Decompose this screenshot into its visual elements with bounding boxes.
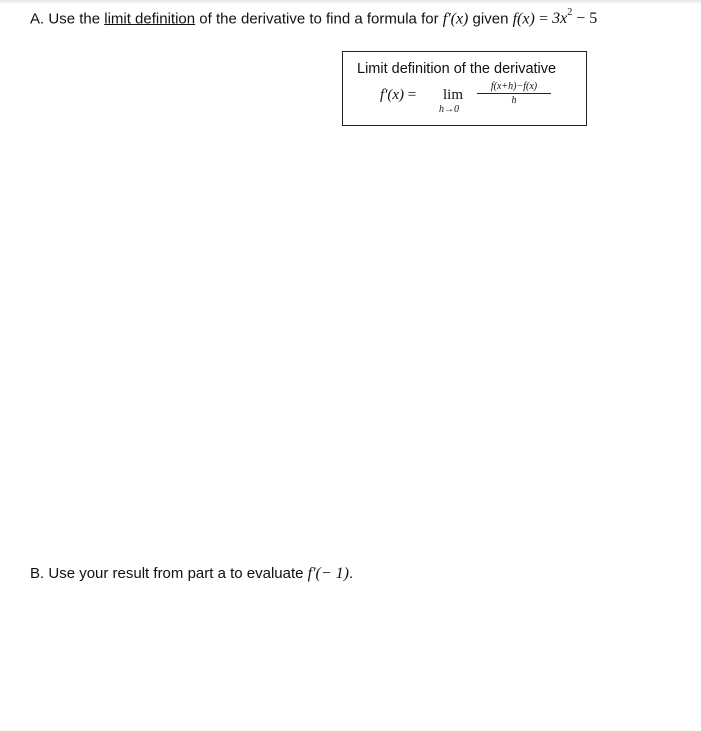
question-a-label: A. xyxy=(30,10,45,28)
question-a-given: given xyxy=(472,10,509,28)
f-prime-symbol: f'(x) xyxy=(442,10,469,28)
question-b xyxy=(30,565,353,583)
question-b-period: . xyxy=(348,565,354,582)
fraction-numerator: f(x+h)−f(x) xyxy=(477,81,551,94)
function-constant: − 5 xyxy=(576,10,598,28)
equals-sign: = xyxy=(538,10,548,28)
formula-f-prime: f'(x) xyxy=(380,87,405,103)
function-name: f(x) xyxy=(512,10,535,28)
formula-equals: = xyxy=(407,87,417,103)
function-exponent: 2 xyxy=(567,7,573,18)
formula-lhs xyxy=(380,87,416,104)
limit-operator: lim xyxy=(443,87,464,103)
question-a xyxy=(30,9,597,28)
box-title: Limit definition of the derivative xyxy=(357,61,557,77)
question-a-text-middle: of the derivative to find a formula for xyxy=(199,10,439,28)
function-base: 3x xyxy=(552,10,568,28)
difference-quotient xyxy=(477,81,551,106)
top-edge-shadow xyxy=(0,0,701,4)
fraction-denominator: h xyxy=(511,95,517,106)
question-a-text-start: Use the xyxy=(48,10,101,28)
limit-definition-link[interactable]: limit definition xyxy=(104,10,196,28)
limit-definition-box xyxy=(342,51,587,126)
question-b-text: Use your result from part a to evaluate xyxy=(48,565,304,582)
function-expression xyxy=(552,7,598,28)
question-b-expression: f'(− 1) xyxy=(307,565,349,582)
question-b-label: B. xyxy=(30,565,45,582)
limit-subscript: h→0 xyxy=(439,104,459,115)
